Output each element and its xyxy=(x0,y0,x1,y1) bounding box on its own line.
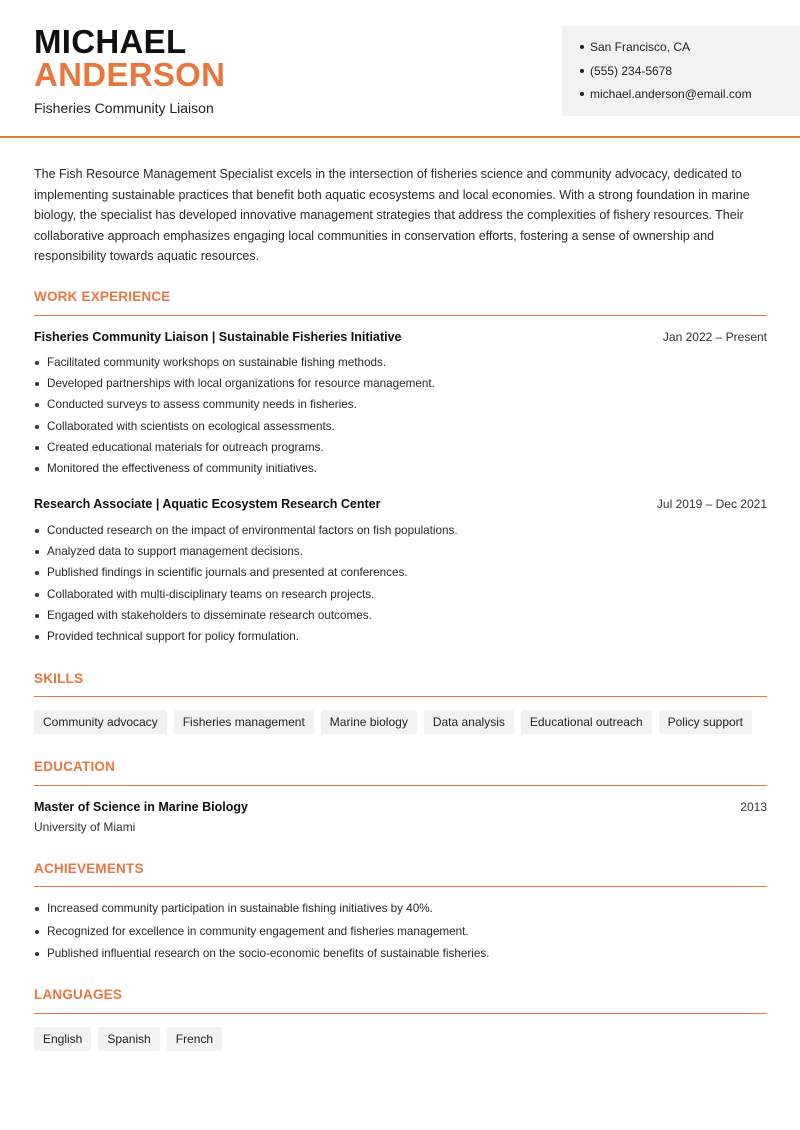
language-chip: Spanish xyxy=(98,1027,159,1051)
job-role: Fisheries Community Liaison xyxy=(34,100,214,116)
contact-email[interactable]: michael.anderson@email.com xyxy=(580,86,800,110)
section-divider xyxy=(34,1013,767,1014)
job-bullets xyxy=(34,355,435,482)
section-title-languages: LANGUAGES xyxy=(34,987,123,1002)
section-divider xyxy=(34,696,767,697)
language-chip: English xyxy=(34,1027,91,1051)
section-divider xyxy=(34,315,767,316)
skill-chip: Educational outreach xyxy=(521,710,652,734)
language-chip: French xyxy=(167,1027,222,1051)
first-name: MICHAEL xyxy=(34,23,187,60)
list-item: Created educational materials for outreach programs. xyxy=(34,440,435,461)
skill-chip: Marine biology xyxy=(321,710,417,734)
list-item: Facilitated community workshops on sustainable fishing methods. xyxy=(34,355,435,376)
languages-list xyxy=(34,1027,222,1051)
achievement-list xyxy=(34,901,489,969)
contact-location: San Francisco, CA xyxy=(580,39,800,63)
school-name: University of Miami xyxy=(34,820,136,834)
job-bullets xyxy=(34,523,458,650)
skills-list xyxy=(34,710,752,734)
degree: Master of Science in Marine Biology xyxy=(34,800,248,814)
skill-chip: Fisheries management xyxy=(174,710,314,734)
section-divider xyxy=(34,785,767,786)
job-dates: Jul 2019 – Dec 2021 xyxy=(656,497,767,511)
list-item: Monitored the effectiveness of community initiatives. xyxy=(34,461,435,482)
skill-chip: Community advocacy xyxy=(34,710,167,734)
list-item: Published findings in scientific journals and presented at conferences. xyxy=(34,565,458,586)
list-item: Increased community participation in sustainable fishing initiatives by 40%. xyxy=(34,901,489,924)
last-name: ANDERSON xyxy=(34,56,226,93)
section-title-work: WORK EXPERIENCE xyxy=(34,289,171,304)
list-item: Developed partnerships with local organizations for resource management. xyxy=(34,376,435,397)
graduation-year: 2013 xyxy=(740,800,767,814)
list-item: Engaged with stakeholders to disseminate research outcomes. xyxy=(34,608,458,629)
skill-chip: Data analysis xyxy=(424,710,514,734)
list-item: Analyzed data to support management decisions. xyxy=(34,544,458,565)
list-item: Recognized for excellence in community engagement and fisheries management. xyxy=(34,924,489,947)
list-item: Published influential research on the socio-economic benefits of sustainable fisheries. xyxy=(34,946,489,969)
skill-chip: Policy support xyxy=(659,710,752,734)
list-item: Conducted surveys to assess community needs in fisheries. xyxy=(34,397,435,418)
summary-paragraph: The Fish Resource Management Specialist excels in the intersection of fisheries science and community advocacy, dedicated to implementing sustainable practices that benefit both aquatic ecosystems and local economies. With a strong foundation in marine biology, the specialist has developed innovative management strategies that address the complexities of fishery resources. Their collaborative approach emphasizes engaging local communities in conservation efforts, fostering a sense of ownership and responsibility towards aquatic resources. xyxy=(34,167,750,263)
contact-box xyxy=(562,26,800,116)
list-item: Collaborated with multi-disciplinary teams on research projects. xyxy=(34,587,458,608)
section-title-education: EDUCATION xyxy=(34,759,116,774)
list-item: Conducted research on the impact of environmental factors on fish populations. xyxy=(34,523,458,544)
job-dates: Jan 2022 – Present xyxy=(662,330,767,344)
list-item: Provided technical support for policy formulation. xyxy=(34,629,458,650)
section-title-achievements: ACHIEVEMENTS xyxy=(34,861,144,876)
job-title: Research Associate | Aquatic Ecosystem Research Center xyxy=(34,497,381,511)
contact-phone: (555) 234-5678 xyxy=(580,63,800,87)
section-title-skills: SKILLS xyxy=(34,671,84,686)
list-item: Collaborated with scientists on ecological assessments. xyxy=(34,419,435,440)
resume-header xyxy=(0,0,800,138)
job-title: Fisheries Community Liaison | Sustainable Fisheries Initiative xyxy=(34,330,402,344)
section-divider xyxy=(34,886,767,887)
